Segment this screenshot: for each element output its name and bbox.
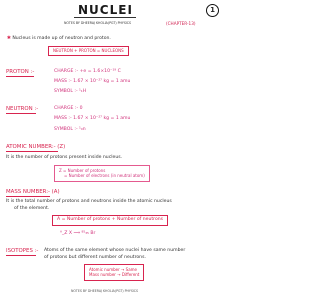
isotopes-box-line2: Mass number → Different bbox=[89, 272, 140, 278]
nucleons-box bbox=[48, 46, 129, 56]
neutron-mass: MASS :- 1.67 × 10⁻²⁷ kg = 1 amu bbox=[54, 116, 131, 121]
mass-number-underline bbox=[6, 196, 50, 197]
neutron-underline bbox=[6, 113, 36, 114]
mass-number-example: ᴬ_Z X ⟹ ⁸⁵₃₅ Br bbox=[60, 231, 96, 236]
proton-underline bbox=[6, 76, 34, 77]
page-footer: NOTES BY DHEERAJ KHOLIA(PGT) PHYSICS bbox=[71, 289, 139, 293]
neutron-symbol: SYMBOL :- ¹₀n bbox=[54, 127, 86, 132]
title-underline bbox=[74, 17, 136, 18]
atomic-number-box bbox=[54, 165, 150, 182]
mass-number-box bbox=[52, 215, 168, 226]
atomic-number-definition: It is the number of protons present inside nucleus. bbox=[6, 155, 123, 160]
proton-mass: MASS :- 1.67 × 10⁻²⁷ kg = 1 amu bbox=[54, 79, 131, 84]
page-number-badge bbox=[206, 4, 219, 17]
isotopes-definition-2: of protons but different number of neutrons. bbox=[44, 255, 146, 260]
byline: NOTES BY DHEERAJ KHOLIA(PGT) PHYSICS bbox=[64, 21, 132, 25]
isotopes-definition-1: Atoms of the same element whose nuclei have same number bbox=[44, 248, 186, 253]
chapter-label: (CHAPTER-13) bbox=[166, 21, 196, 26]
neutron-charge: CHARGE :- 0 bbox=[54, 106, 83, 111]
mass-number-definition-2: of the element. bbox=[14, 206, 50, 211]
proton-symbol: SYMBOL :- ¹₁H bbox=[54, 89, 87, 94]
star-bullet-icon: ✱ bbox=[7, 36, 13, 41]
nucleons-text: NEUTRON + PROTON = NUCLEONS bbox=[53, 48, 124, 53]
isotopes-box bbox=[84, 264, 144, 281]
intro-line bbox=[7, 37, 111, 42]
page-number: 1 bbox=[210, 6, 215, 14]
isotopes-underline bbox=[6, 255, 36, 256]
isotopes-box-line1: Atomic number → Same bbox=[89, 267, 138, 272]
isotopes-heading: ISOTOPES :- bbox=[6, 248, 39, 254]
mass-number-box-text: A = Number of protons + Number of neutrons bbox=[57, 217, 164, 222]
atomic-number-underline bbox=[6, 151, 58, 152]
page-title: NUCLEI bbox=[78, 3, 133, 17]
atomic-box-line2: = Number of electrons (in neutral atom) bbox=[64, 173, 145, 179]
neutron-heading: NEUTRON :- bbox=[6, 106, 39, 112]
mass-number-definition-1: It is the total number of protons and neutrons inside the atomic nucleus bbox=[6, 199, 172, 204]
atomic-box-line1: Z = Number of protons bbox=[59, 168, 106, 173]
proton-heading: PROTON :- bbox=[6, 69, 35, 75]
proton-charge: CHARGE :- +e = 1.6×10⁻¹⁹ C bbox=[54, 69, 121, 74]
mass-number-heading: MASS NUMBER:- (A) bbox=[6, 189, 60, 195]
atomic-number-heading: ATOMIC NUMBER:- (Z) bbox=[6, 144, 66, 150]
intro-text: Nucleus is made up of neutron and proton. bbox=[12, 36, 111, 41]
